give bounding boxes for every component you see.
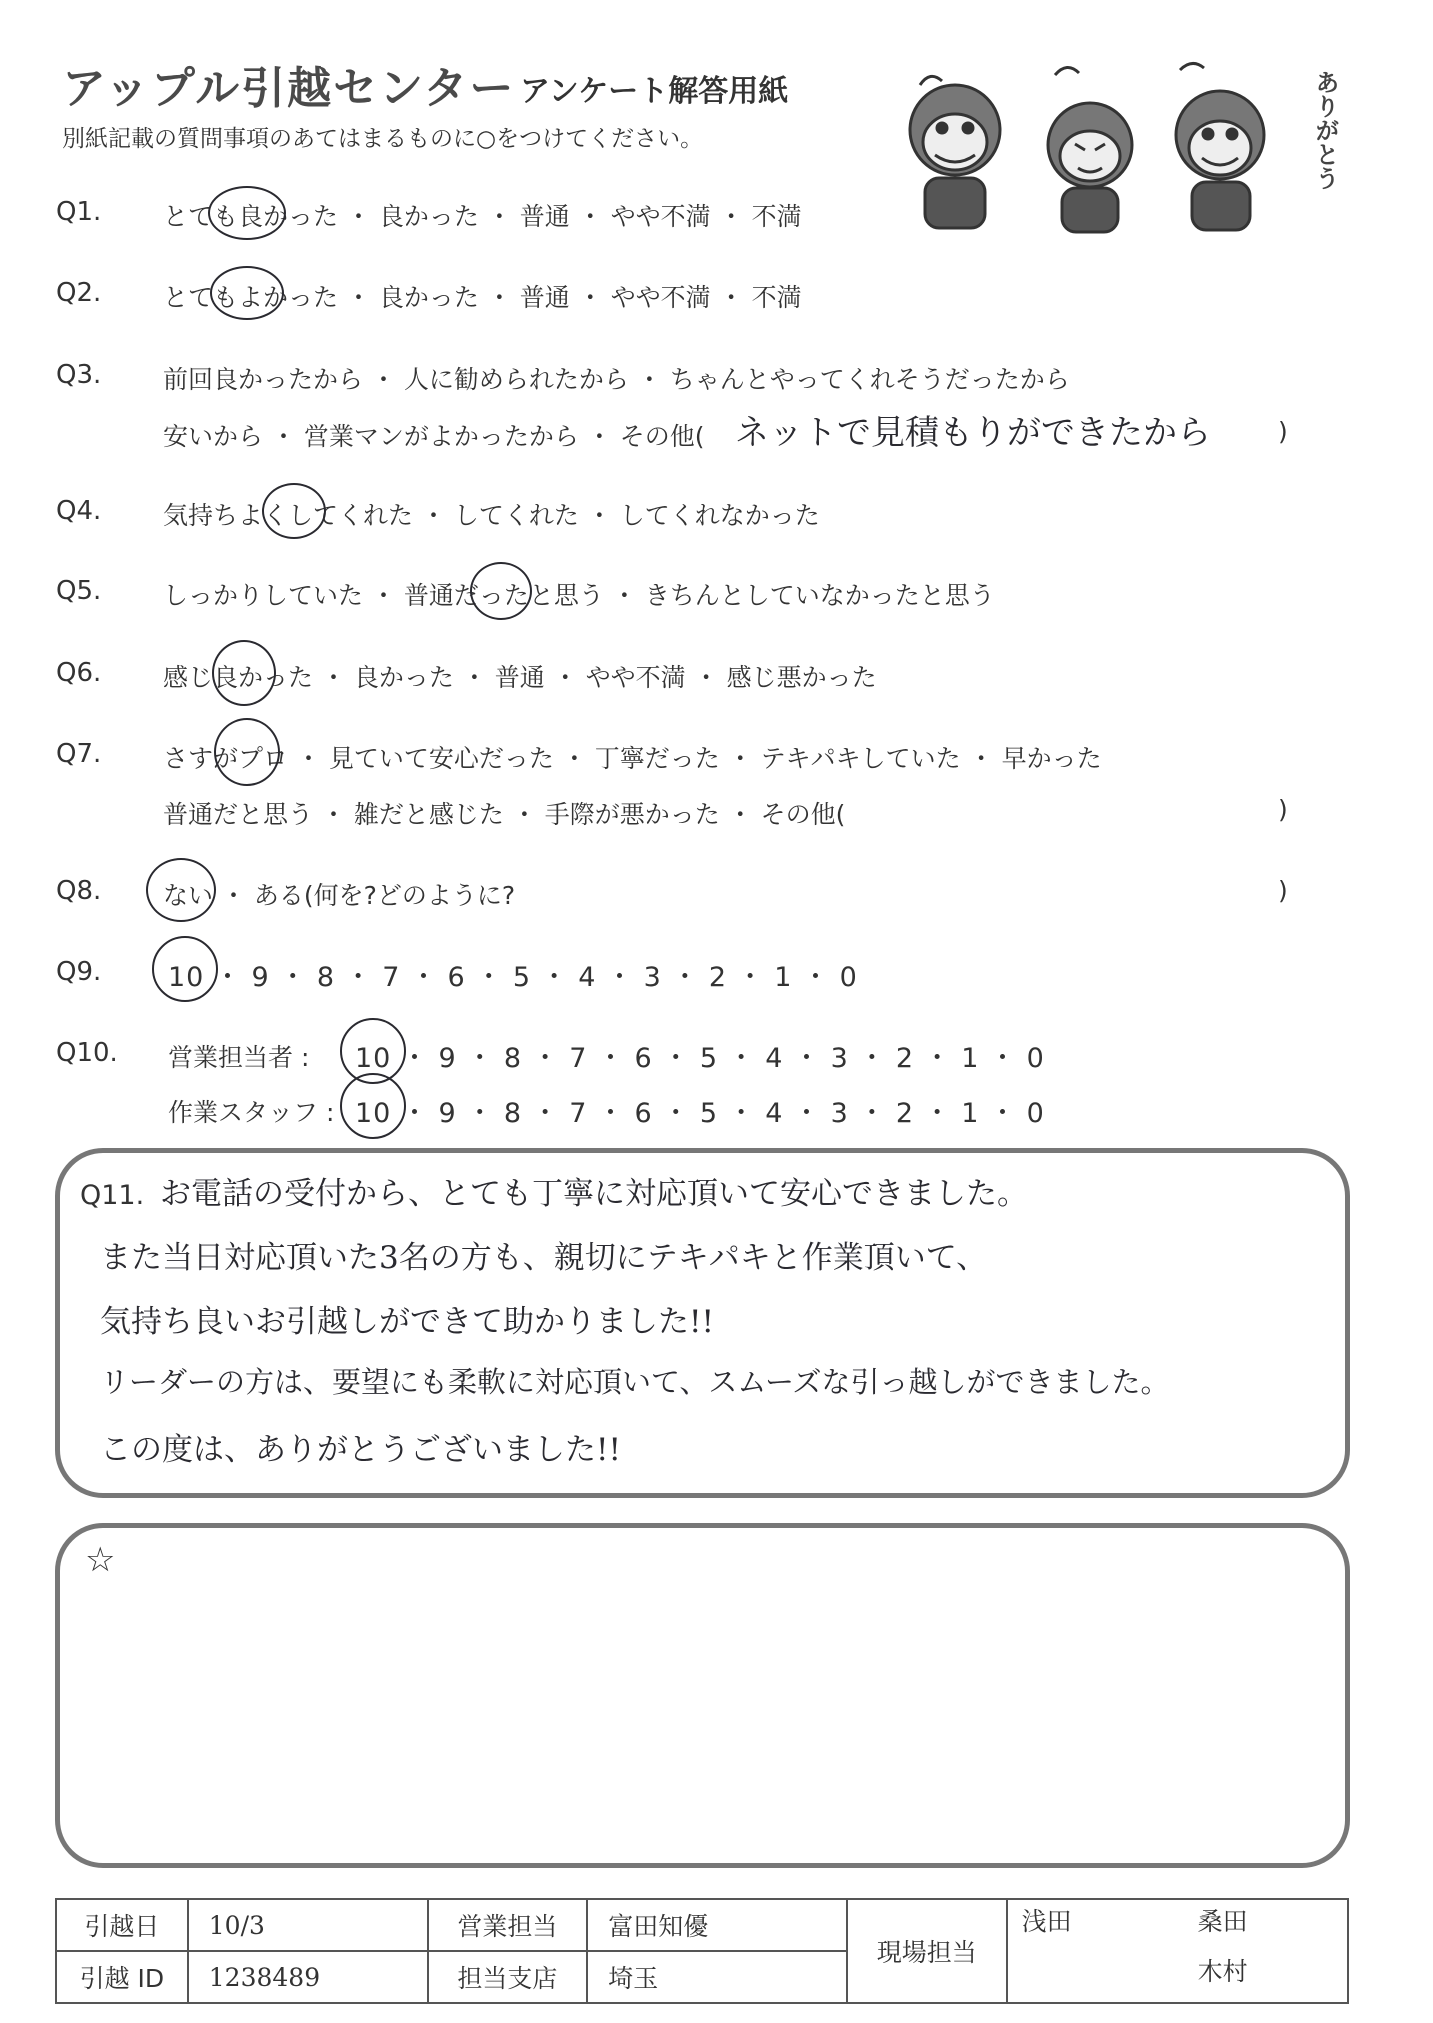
footer-info-table bbox=[55, 1898, 1349, 2004]
site-staff-3: 木村 bbox=[1197, 1957, 1248, 1986]
gorilla-mascots-illustration bbox=[880, 60, 1300, 240]
move-id-value: 1238489 bbox=[188, 1951, 428, 2003]
mascot-right bbox=[1176, 63, 1264, 230]
q9-scale: 10 ・ 9 ・ 8 ・ 7 ・ 6 ・ 5 ・ 4 ・ 3 ・ 2 ・ 1 ・ 0 bbox=[168, 962, 858, 993]
site-staff-label: 現場担当 bbox=[847, 1899, 1007, 2003]
q1-selected-circle bbox=[208, 186, 286, 240]
q11-line-4: リーダーの方は、要望にも柔軟に対応頂いて、スムーズな引っ越しができました。 bbox=[100, 1365, 1170, 1399]
q2-label: Q2. bbox=[56, 278, 102, 308]
q4-options: 気持ちよくしてくれた ・ してくれた ・ してくれなかった bbox=[163, 501, 820, 530]
q5-selected-circle bbox=[470, 562, 532, 620]
q2-selected-circle bbox=[210, 266, 284, 320]
q9-label: Q9. bbox=[56, 957, 102, 987]
move-id-label: 引越 ID bbox=[56, 1951, 188, 2003]
q1-options: とても良かった ・ 良かった ・ 普通 ・ やや不満 ・ 不満 bbox=[163, 202, 802, 231]
q5-label: Q5. bbox=[56, 576, 102, 606]
q10-staff-selected-circle bbox=[340, 1073, 406, 1139]
q10-sales-scale: 10 ・ 9 ・ 8 ・ 7 ・ 6 ・ 5 ・ 4 ・ 3 ・ 2 ・ 1 ・ 0 bbox=[355, 1043, 1045, 1074]
q9-selected-circle bbox=[152, 936, 218, 1002]
q11-line-1: お電話の受付から、とても丁寧に対応頂いて安心できました。 bbox=[160, 1176, 1028, 1212]
q8-options: ない ・ ある(何を?どのように? bbox=[163, 881, 516, 910]
move-date-value: 10/3 bbox=[188, 1899, 428, 1951]
site-staff-1: 浅田 bbox=[1021, 1907, 1072, 1936]
q8-close-paren: ) bbox=[1278, 876, 1288, 905]
q1-label: Q1. bbox=[56, 197, 102, 227]
q5-options: しっかりしていた ・ 普通だったと思う ・ きちんとしていなかったと思う bbox=[163, 581, 995, 610]
mascot-center bbox=[1048, 67, 1132, 232]
q7-options-line1: さすがプロ ・ 見ていて安心だった ・ 丁寧だった ・ テキパキしていた ・ 早かった bbox=[163, 744, 1102, 773]
q3-options-line1: 前回良かったから ・ 人に勧められたから ・ ちゃんとやってくれそうだったから bbox=[163, 365, 1070, 394]
q11-line-5: この度は、ありがとうございました!! bbox=[100, 1432, 621, 1468]
q10-staff-label: 作業スタッフ : bbox=[168, 1098, 335, 1127]
q3-options-line2: 安いから ・ 営業マンがよかったから ・ その他( bbox=[163, 422, 705, 451]
branch-label: 担当支店 bbox=[428, 1951, 588, 2003]
q4-selected-circle bbox=[262, 483, 326, 539]
q6-selected-circle bbox=[212, 640, 276, 706]
q10-staff-scale: 10 ・ 9 ・ 8 ・ 7 ・ 6 ・ 5 ・ 4 ・ 3 ・ 2 ・ 1 ・ 0 bbox=[355, 1098, 1045, 1129]
site-staff-values bbox=[1007, 1899, 1348, 2003]
q7-selected-circle bbox=[214, 718, 280, 786]
q7-options-line2: 普通だと思う ・ 雑だと感じた ・ 手際が悪かった ・ その他( bbox=[163, 800, 846, 829]
sales-rep-label: 営業担当 bbox=[428, 1899, 588, 1951]
q8-selected-circle bbox=[146, 858, 216, 922]
q4-label: Q4. bbox=[56, 496, 102, 526]
star-comment-box bbox=[55, 1523, 1350, 1868]
sales-rep-value: 富田知優 bbox=[587, 1899, 847, 1951]
move-date-label: 引越日 bbox=[56, 1899, 188, 1951]
q6-label: Q6. bbox=[56, 658, 102, 688]
star-mark: ☆ bbox=[85, 1540, 116, 1580]
q11-line-2: また当日対応頂いた3名の方も、親切にテキパキと作業頂いて、 bbox=[100, 1240, 988, 1276]
site-staff-2: 桑田 bbox=[1197, 1907, 1248, 1936]
form-instruction: 別紙記載の質問事項のあてはまるものに○をつけてください。 bbox=[62, 126, 704, 152]
thanks-text: ありがとう bbox=[1311, 70, 1339, 190]
brand-title: アップル引越センター bbox=[62, 63, 516, 114]
q10-sales-label: 営業担当者 : bbox=[168, 1043, 310, 1072]
q6-options: 感じ良かった ・ 良かった ・ 普通 ・ やや不満 ・ 感じ悪かった bbox=[163, 663, 877, 692]
q7-label: Q7. bbox=[56, 739, 102, 769]
q7-close-paren: ) bbox=[1278, 795, 1288, 824]
q8-label: Q8. bbox=[56, 876, 102, 906]
q3-other-answer: ネットで見積もりができたから bbox=[735, 413, 1211, 453]
branch-value: 埼玉 bbox=[587, 1951, 847, 2003]
q11-label: Q11. bbox=[80, 1180, 145, 1211]
form-subtitle: アンケート解答用紙 bbox=[520, 74, 789, 109]
q10-label: Q10. bbox=[56, 1038, 118, 1068]
mascot-left bbox=[910, 76, 1000, 228]
q3-label: Q3. bbox=[56, 360, 102, 390]
q2-options: とてもよかった ・ 良かった ・ 普通 ・ やや不満 ・ 不満 bbox=[163, 283, 802, 312]
q3-close-paren: ) bbox=[1278, 417, 1288, 446]
q11-line-3: 気持ち良いお引越しができて助かりました!! bbox=[100, 1304, 714, 1340]
